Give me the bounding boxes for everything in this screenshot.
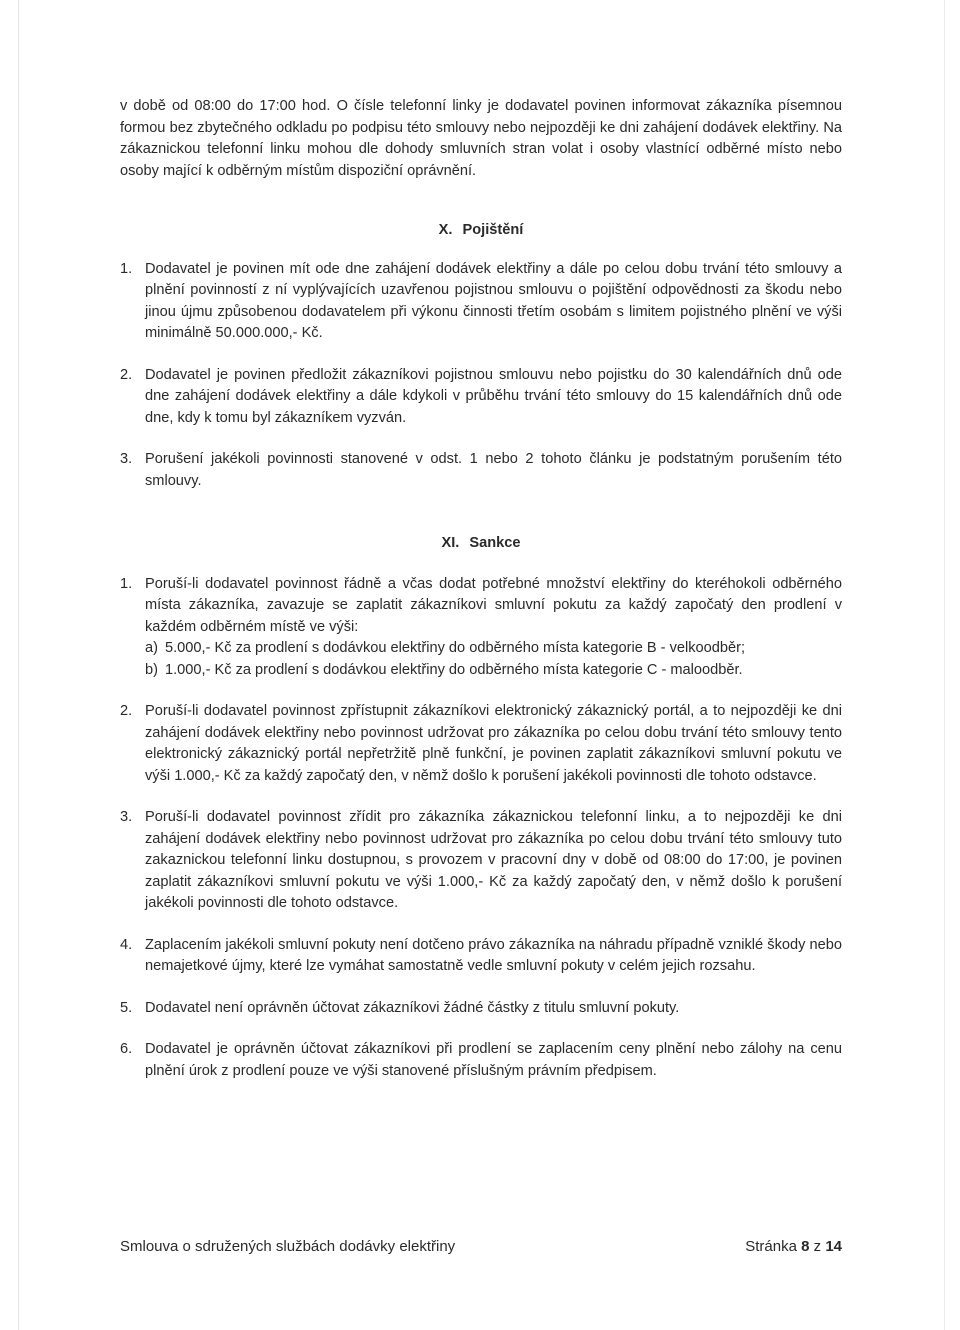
item-text: Porušení jakékoli povinnosti stanovené v odst. 1 nebo 2 tohoto článku je podstatným porušením této smlouvy. xyxy=(145,451,842,489)
item-text: Dodavatel není oprávněn účtovat zákazníkovi žádné částky z titulu smluvní pokuty. xyxy=(145,999,680,1016)
sub-item xyxy=(145,660,842,682)
list-item xyxy=(120,365,842,430)
sub-item-label: a) xyxy=(145,640,158,656)
list-item xyxy=(120,1039,842,1082)
scan-edge xyxy=(944,0,945,1330)
item-number: 3. xyxy=(120,809,133,825)
page-total: 14 xyxy=(825,1238,842,1255)
list-item xyxy=(120,807,842,915)
item-number: 4. xyxy=(120,936,133,953)
intro-paragraph: v době od 08:00 do 17:00 hod. O čísle telefonní linky je dodavatel povinen informovat zákazníka písemnou formou bez zbytečného odkladu po podpisu této smlouvy nebo nejpozději ke dni zahájení dodávek elektřiny. Na zákaznickou telefonní linku mohou dle dohody smluvních stran volat i osoby vlastnící odběrné místo nebo osoby mající k odběrným místům dispoziční oprávnění. xyxy=(120,98,842,179)
list-item xyxy=(120,574,842,682)
page-prefix: Stránka xyxy=(745,1238,797,1255)
sub-item xyxy=(145,638,842,660)
item-number: 3. xyxy=(120,451,133,467)
list-item xyxy=(120,449,842,492)
list-item xyxy=(120,935,842,978)
item-text: Dodavatel je oprávněn účtovat zákazníkovi při prodlení se zaplacením ceny plnění nebo zálohy na cenu plnění úrok z prodlení pouze ve výši stanovené příslušným právním předpisem. xyxy=(145,1041,842,1079)
item-text: Poruší-li dodavatel povinnost řádně a včas dodat potřebné množství elektřiny do kteréhokoli odběrného místa zákazníka, zavazuje se zaplatit zákazníkovi smluvní pokutu za každý započatý den prodlení v každém odběrném místě ve výši: xyxy=(145,575,842,635)
page-number xyxy=(745,1238,842,1255)
item-text: Poruší-li dodavatel povinnost zpřístupnit zákazníkovi elektronický zákaznický portál, a to nejpozději ke dni zahájení dodávek elektřiny nebo povinnost udržovat pro zákazníka po celou dobu trvání této smlouvy tento elektronický zákaznický portál nepřetržitě plně funkční, je povinen zaplatit zákazníkovi smluvní pokutu ve výši 1.000,- Kč za každý započatý den, v němž došlo k porušení jakékoli povinnosti dle tohoto odstavce. xyxy=(145,703,842,784)
scan-edge xyxy=(18,0,19,1330)
item-number: 1. xyxy=(120,575,133,592)
item-text: Dodavatel je povinen mít ode dne zahájení dodávek elektřiny a dále po celou dobu trvání této smlouvy a plnění povinností z ní vyplývajících uzavřenou pojistnou smlouvu o pojištění odpovědnosti za škodu nebo jinou újmu způsobenou dodavatelem při výkonu činnosti třetím osobám s limitem pojistného plnění ve výši minimálně 50.000.000,- Kč. xyxy=(145,260,842,341)
sub-item-label: b) xyxy=(145,661,158,678)
section-heading-insurance: X. Pojištění xyxy=(438,222,524,238)
page-current: 8 xyxy=(801,1238,810,1255)
item-number: 5. xyxy=(120,999,133,1016)
item-text: Zaplacením jakékoli smluvní pokuty není dotčeno právo zákazníka na náhradu případně vzniklé škody nebo nemajetkové újmy, které lze vymáhat samostatně vedle smluvní pokuty v celém jejich rozsahu. xyxy=(145,936,842,974)
item-number: 6. xyxy=(120,1041,133,1057)
item-number: 2. xyxy=(120,703,133,719)
list-item xyxy=(120,701,842,787)
sub-item-text: 1.000,- Kč za prodlení s dodávkou elektřiny do odběrného místa kategorie C - maloodběr. xyxy=(165,661,743,678)
section-heading-sanctions: XI. Sankce xyxy=(441,535,521,551)
document-body xyxy=(120,96,842,1082)
item-text: Dodavatel je povinen předložit zákazníkovi pojistnou smlouvu nebo pojistku do 30 kalendářních dnů ode dne zahájení dodávek elektřiny a dále kdykoli v průběhu trvání této smlouvy do 15 kalendářních dnů ode dne, kdy k tomu byl zákazníkem vyzván. xyxy=(145,366,842,426)
page-separator: z xyxy=(813,1238,822,1255)
footer-document-title: Smlouva o sdružených službách dodávky elektřiny xyxy=(120,1238,456,1255)
list-item xyxy=(120,259,842,345)
sub-item-text: 5.000,- Kč za prodlení s dodávkou elektřiny do odběrného místa kategorie B - velkoodběr; xyxy=(165,640,746,656)
page-footer xyxy=(120,1238,842,1255)
item-number: 1. xyxy=(120,260,133,277)
list-item xyxy=(120,998,842,1020)
item-number: 2. xyxy=(120,366,133,383)
item-content xyxy=(145,574,842,682)
item-text: Poruší-li dodavatel povinnost zřídit pro zákazníka zákaznickou telefonní linku, a to nejpozději ke dni zahájení dodávek elektřiny nebo povinnost udržovat pro zákazníka po celou dobu trvání této smlouvy tuto zakaznickou telefonní linku dostupnou, s provozem v pracovní dny v době od 08:00 do 17:00, je povinen zaplatit zákazníkovi smluvní pokutu ve výši 1.000,- Kč za každý započatý den, v němž došlo k porušení jakékoli povinnosti dle tohoto odstavce. xyxy=(145,809,842,911)
